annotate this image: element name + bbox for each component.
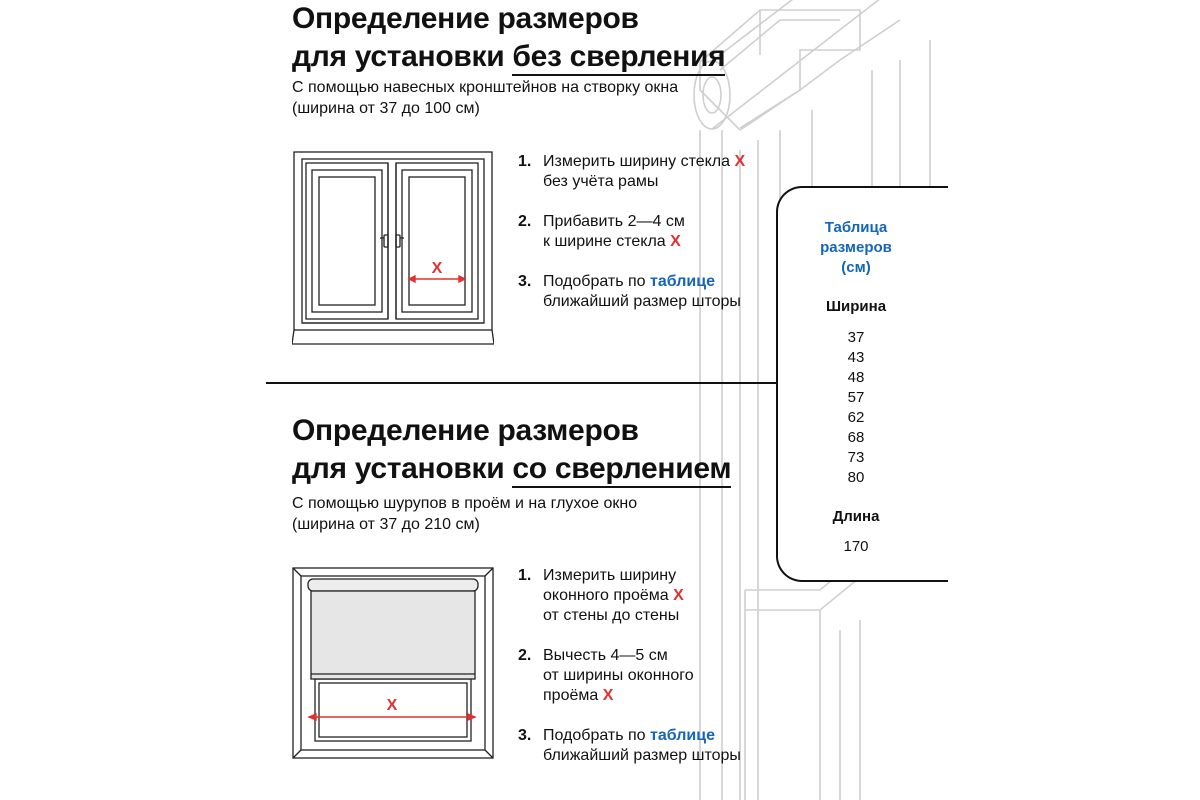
step-text: оконного проёма: [543, 587, 674, 604]
section2-subtitle-line2: (ширина от 37 до 210 см): [292, 516, 480, 533]
section2-title-emphasis: со сверлением: [512, 452, 731, 488]
size-table-title-line1: Таблица: [824, 219, 888, 236]
step-text: ближайший размер шторы: [543, 747, 741, 764]
width-value: 37: [847, 329, 865, 346]
step-text: Измерить ширину стекла: [543, 153, 735, 170]
width-value: 57: [847, 389, 865, 406]
section1-figure-x-label: X: [431, 260, 443, 277]
opening-window-figure: [291, 566, 495, 762]
size-table-title: [778, 218, 934, 278]
section2-title: [292, 412, 731, 488]
section2-steps: [518, 566, 741, 766]
width-value: 62: [847, 409, 865, 426]
x-mark: X: [670, 233, 681, 250]
section2-subtitle: [292, 493, 732, 535]
section1-step-1: [518, 152, 745, 192]
section2-title-line1: Определение размеров: [292, 414, 639, 447]
width-header: Ширина: [825, 298, 887, 315]
step-text: без учёта рамы: [543, 173, 659, 190]
length-header: Длина: [832, 508, 880, 525]
casement-window-figure: [292, 150, 494, 348]
step-text: Прибавить 2—4 см: [543, 213, 685, 230]
step-number: 3.: [518, 273, 532, 290]
width-value: 48: [847, 369, 865, 386]
size-table-title-line2: размеров: [820, 239, 892, 256]
step-text: проёма: [543, 687, 603, 704]
section2-step-3: [518, 726, 741, 766]
step-number: 2.: [518, 213, 532, 230]
width-values: [778, 328, 934, 488]
x-mark: X: [734, 153, 746, 170]
section1-title-prefix: для установки: [292, 40, 513, 73]
size-table: [776, 186, 948, 582]
section-divider: [266, 382, 780, 384]
section2-step-1: [518, 566, 741, 626]
size-table-title-line3: (см): [841, 259, 871, 276]
step-text: Подобрать по: [543, 727, 651, 744]
step-text: к ширине стекла: [543, 233, 671, 250]
step-number: 3.: [518, 727, 532, 744]
step-text: Подобрать по: [543, 273, 651, 290]
section1-step-2: [518, 212, 745, 252]
width-value: 73: [847, 449, 865, 466]
section1-title-emphasis: без сверления: [512, 40, 725, 76]
x-mark: X: [673, 587, 684, 604]
section2-figure-x-label: X: [386, 697, 398, 714]
section1-steps: [518, 152, 745, 312]
section2-subtitle-line1: С помощью шурупов в проём и на глухое окно: [292, 495, 638, 512]
step-number: 1.: [518, 153, 532, 170]
section1-subtitle: [292, 77, 732, 119]
length-value: 170: [843, 538, 869, 555]
step-text: Вычесть 4—5 см: [543, 647, 668, 664]
section2-title-prefix: для установки: [292, 452, 513, 485]
section1-subtitle-line1: С помощью навесных кронштейнов на створку окна: [292, 79, 679, 96]
size-table-link[interactable]: таблице: [650, 727, 715, 744]
width-value: 43: [847, 349, 865, 366]
width-value: 68: [847, 429, 865, 446]
step-text: от стены до стены: [543, 607, 680, 624]
step-text: от ширины оконного: [543, 667, 694, 684]
size-table-link[interactable]: таблице: [650, 273, 715, 290]
section1-subtitle-line2: (ширина от 37 до 100 см): [292, 100, 480, 117]
section1-title-line1: Определение размеров: [292, 2, 639, 35]
width-value: 80: [847, 469, 865, 486]
step-text: ближайший размер шторы: [543, 293, 741, 310]
step-text: Измерить ширину: [543, 567, 677, 584]
section1-title: [292, 0, 725, 76]
step-number: 1.: [518, 567, 532, 584]
section2-step-2: [518, 646, 741, 706]
x-mark: X: [602, 687, 614, 704]
section1-step-3: [518, 272, 745, 312]
step-number: 2.: [518, 647, 532, 664]
